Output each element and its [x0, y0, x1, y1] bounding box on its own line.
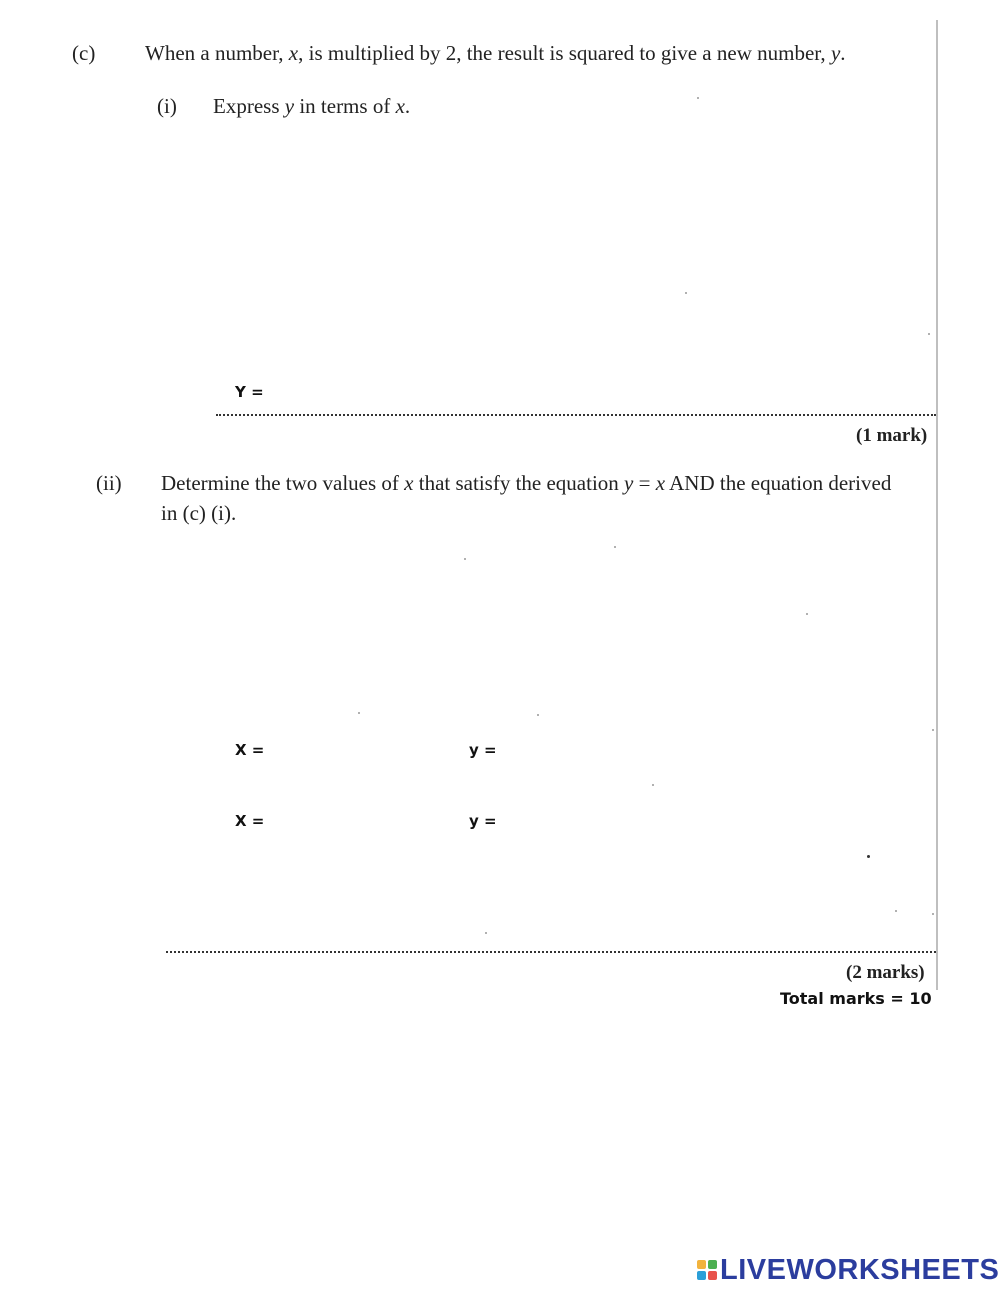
answer-input-x1[interactable] [272, 738, 446, 764]
liveworksheets-logo [697, 1254, 1000, 1286]
logo-tile [697, 1271, 706, 1280]
stem-text-3: . [840, 41, 846, 65]
stem-text-2: , is multiplied by 2, the result is squared to give a new number, [298, 41, 831, 65]
scan-speck [614, 546, 616, 548]
scan-speck [932, 913, 934, 915]
answer-line-i [216, 414, 936, 416]
part-i-prompt [213, 94, 410, 119]
scan-speck [485, 932, 487, 934]
scan-speck [867, 855, 870, 858]
total-marks: Total marks = 10 [780, 989, 932, 1008]
answer-input-y1[interactable] [503, 738, 677, 764]
scan-speck [685, 292, 687, 294]
logo-tile [697, 1260, 706, 1269]
part-i-label: (i) [157, 94, 177, 118]
part-ii-text-2: that satisfy the equation [413, 471, 625, 495]
scan-speck [652, 784, 654, 786]
answer-label-y2: y = [469, 812, 497, 830]
stem-var-x: x [288, 41, 299, 65]
part-i-text-2: in terms of [294, 94, 396, 118]
answer-line-ii [166, 951, 936, 953]
answer-input-x2[interactable] [272, 809, 446, 835]
part-i-var-y: y [284, 94, 295, 118]
part-i-text-1: Express [213, 94, 285, 118]
equation-y: y [624, 471, 634, 495]
stem-var-y: y [830, 41, 841, 65]
logo-text: LIVEWORKSHEETS [720, 1254, 1000, 1286]
scan-speck [697, 97, 699, 99]
equation-equals: = [633, 471, 656, 495]
logo-tile [708, 1260, 717, 1269]
scan-speck [358, 712, 360, 714]
logo-tile [708, 1271, 717, 1280]
right-margin-line [936, 20, 938, 990]
part-ii-prompt-line2: in (c) (i). [161, 501, 237, 525]
part-i-text-3: . [404, 94, 411, 118]
part-i-marks: (1 mark) [856, 425, 928, 446]
part-ii-marks: (2 marks) [846, 962, 925, 983]
scan-speck [928, 333, 930, 335]
equation-x: x [655, 471, 666, 495]
part-ii-text-3: AND the equation derived [665, 471, 892, 495]
liveworksheets-logo-icon [697, 1260, 717, 1280]
part-ii-var-x: x [404, 471, 414, 495]
scan-speck [806, 613, 808, 615]
part-ii-label: (ii) [96, 471, 122, 495]
answer-label-Y: Y = [235, 383, 264, 401]
answer-label-x2: X = [235, 812, 265, 830]
stem-text-1: When a number, [145, 41, 289, 65]
scan-speck [537, 714, 539, 716]
scan-speck [464, 558, 466, 560]
answer-label-y1: y = [469, 741, 497, 759]
answer-input-Y[interactable] [272, 380, 576, 406]
part-ii-prompt [161, 471, 891, 496]
part-c-label: (c) [72, 41, 96, 65]
answer-input-y2[interactable] [503, 809, 677, 835]
scan-speck [932, 729, 934, 731]
part-i-var-x: x [395, 94, 405, 118]
scan-speck [895, 910, 897, 912]
answer-label-x1: X = [235, 741, 265, 759]
part-ii-text-1: Determine the two values of [161, 471, 405, 495]
question-stem [145, 41, 846, 66]
